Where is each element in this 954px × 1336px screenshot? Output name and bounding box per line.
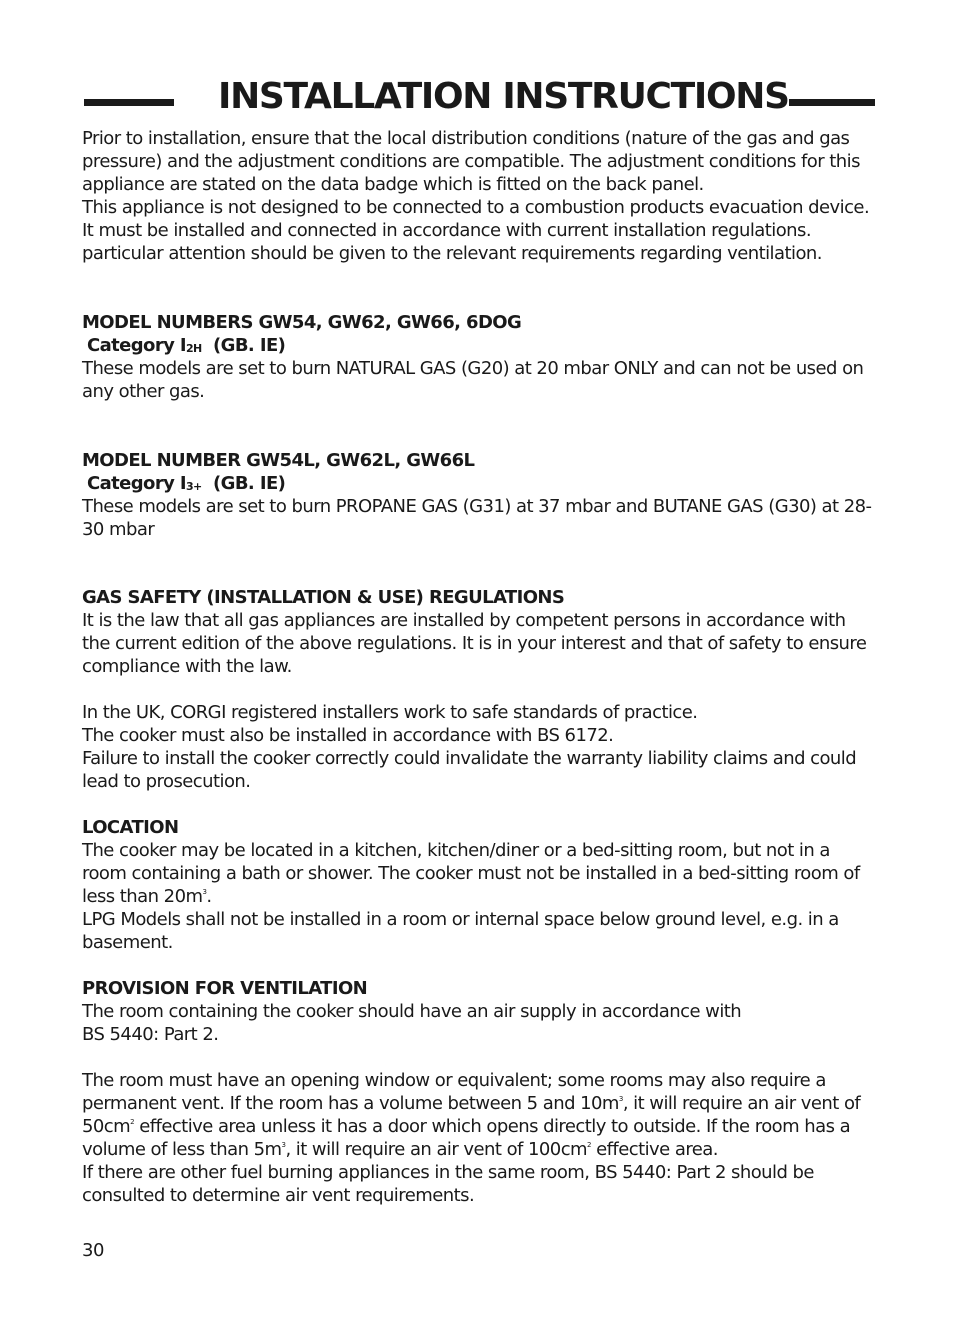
regulations-paragraph-1: It is the law that all gas appliances are installed by competent persons in accordance with the current edition of the above regulations. It is in your interest and that of safety to ensure compliance with the law. (82, 610, 867, 677)
location-paragraph-1: The cooker may be located in a kitchen, kitchen/diner or a bed-sitting room, but not in a room containing a bath or shower. The cooker must not be installed in a bed-sitting room of less than $20m^3$. (82, 840, 860, 907)
ventilation-heading: PROVISION FOR VENTILATION (82, 978, 368, 999)
page-number: 30 (82, 1240, 104, 1261)
ventilation-paragraph-2: The room must have an opening window or equivalent; some rooms may also require a permanent vent. If the room has a volume between 5 and $10m^3$, it will require an air vent of $50cm^2$ effective area unless it has a door which opens directly to outside. If the room has a volume of less than $5m^3$, it will require an air vent of $100cm^2$ effective area. (82, 1070, 861, 1160)
natural-gas-category: Category $I_{2H}$ (GB. IE) (87, 335, 286, 356)
page-body (82, 127, 877, 1207)
location-paragraph-2: LPG Models shall not be installed in a room or internal space below ground level, e.g. in a basement. (82, 909, 839, 953)
regulations-heading: GAS SAFETY (INSTALLATION & USE) REGULATIONS (82, 587, 565, 608)
page-header (84, 74, 875, 126)
ventilation-paragraph-1b: BS 5440: Part 2. (82, 1024, 219, 1045)
page-title: INSTALLATION INSTRUCTIONS (218, 76, 789, 117)
regulations-corgi-line: In the UK, CORGI registered installers work to safe standards of practice. (82, 702, 698, 723)
lpg-heading: MODEL NUMBER GW54L, GW62L, GW66L (82, 450, 475, 471)
lpg-category: Category $I_{3+}$ (GB. IE) (87, 473, 286, 494)
title-rule-left (84, 99, 174, 106)
category-subscript: 3+ (186, 480, 202, 493)
intro-paragraph-2: This appliance is not designed to be connected to a combustion products evacuation device. It must be installed and connected in accordance with current installation regulations. particular attention should be given to the relevant requirements regarding ventilation. (82, 197, 870, 264)
location-heading: LOCATION (82, 817, 179, 838)
intro-paragraph-1: Prior to installation, ensure that the local distribution conditions (nature of the gas and gas pressure) and the adjustment conditions are compatible. The adjustment conditions for this appliance are stated on the data badge which is fitted on the back panel. (82, 128, 860, 195)
natural-gas-text: These models are set to burn NATURAL GAS (G20) at 20 mbar ONLY and can not be used on any other gas. (82, 358, 864, 402)
title-rule-right (789, 99, 875, 106)
category-subscript: 2H (186, 342, 202, 355)
lpg-text: These models are set to burn PROPANE GAS (G31) at 37 mbar and BUTANE GAS (G30) at 28-30 mbar (82, 496, 872, 540)
ventilation-paragraph-1a: The room containing the cooker should have an air supply in accordance with (82, 1001, 742, 1022)
natural-gas-heading: MODEL NUMBERS GW54, GW62, GW66, 6DOG (82, 312, 522, 333)
regulations-bs-line: The cooker must also be installed in accordance with BS 6172. (82, 725, 614, 746)
ventilation-paragraph-3: If there are other fuel burning appliances in the same room, BS 5440: Part 2 should be consulted to determine air vent requirements. (82, 1162, 814, 1206)
regulations-warning: Failure to install the cooker correctly could invalidate the warranty liability claims and could lead to prosecution. (82, 748, 857, 792)
